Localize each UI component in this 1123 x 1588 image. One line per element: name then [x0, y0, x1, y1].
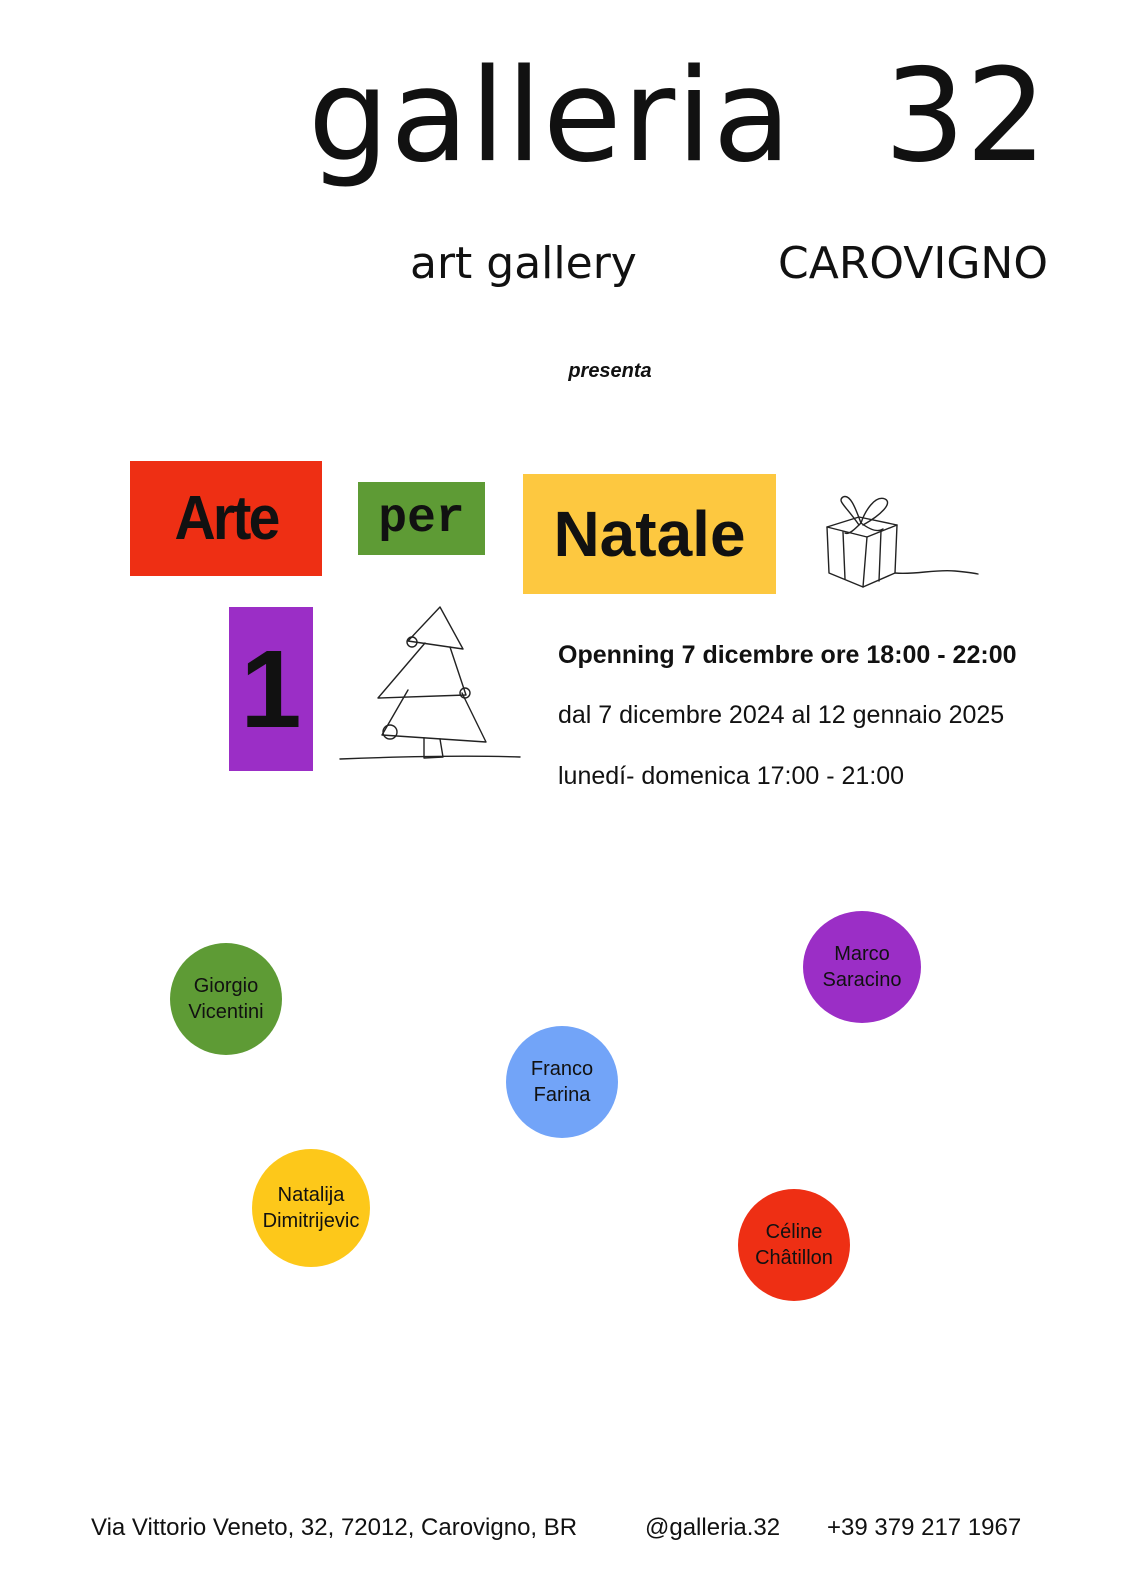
artist-last-name: Vicentini	[188, 1001, 264, 1023]
artist-first-name: Natalija	[277, 1184, 345, 1206]
edition-number: 1	[240, 627, 302, 751]
subtitle-city: CAROVIGNO	[778, 238, 1048, 289]
gift-box-doodle-icon	[815, 495, 985, 595]
artist-first-name: Céline	[765, 1221, 823, 1243]
gallery-name: galleria	[308, 42, 793, 191]
title-block-per	[358, 482, 485, 555]
artist-last-name: Dimitrijevic	[262, 1210, 360, 1232]
gallery-number: 32	[884, 42, 1047, 191]
exhibition-dates: dal 7 dicembre 2024 al 12 gennaio 2025	[558, 701, 1005, 729]
subtitle-art-gallery: art gallery	[410, 238, 637, 289]
edition-number-block	[229, 607, 313, 771]
artist-circle-natalija-dimitrijevic	[252, 1149, 370, 1267]
artist-first-name: Giorgio	[193, 975, 259, 997]
artist-circle-marco-saracino	[803, 911, 921, 1023]
title-block-natale	[523, 474, 776, 594]
presenta-label: presenta	[568, 360, 652, 382]
footer-phone[interactable]: +39 379 217 1967	[827, 1514, 1022, 1541]
title-word-per: per	[378, 491, 465, 546]
artist-last-name: Châtillon	[755, 1247, 833, 1269]
opening-hours: lunedí- domenica 17:00 - 21:00	[558, 762, 905, 790]
footer-social-handle[interactable]: @galleria.32	[645, 1514, 781, 1541]
artist-first-name: Marco	[834, 943, 890, 965]
artist-last-name: Saracino	[822, 969, 902, 991]
opening-info: Openning 7 dicembre ore 18:00 - 22:00	[558, 641, 1017, 669]
artist-circle-franco-farina	[506, 1026, 618, 1138]
artist-last-name: Farina	[533, 1084, 591, 1106]
title-word-natale: Natale	[553, 498, 746, 570]
title-word-arte: Arte	[174, 484, 278, 553]
artist-first-name: Franco	[530, 1058, 594, 1080]
title-block-arte	[130, 461, 322, 576]
christmas-tree-doodle-icon	[340, 605, 540, 780]
artist-circle-giorgio-vicentini	[170, 943, 282, 1055]
artist-circle-celine-chatillon	[738, 1189, 850, 1301]
footer-address: Via Vittorio Veneto, 32, 72012, Carovigno, BR	[91, 1514, 578, 1541]
